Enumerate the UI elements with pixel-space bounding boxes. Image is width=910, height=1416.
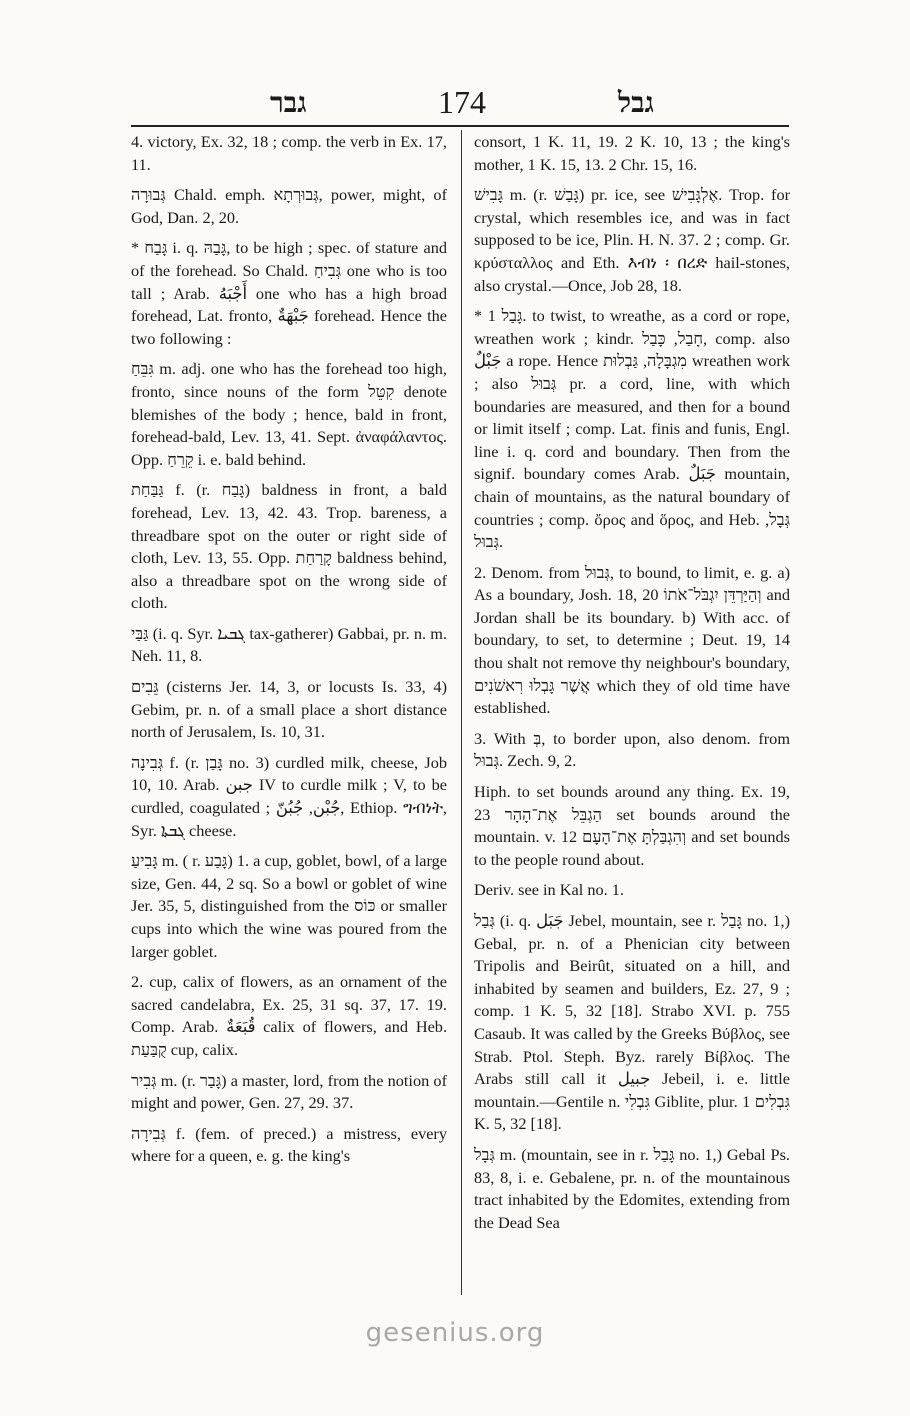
entry-paragraph: גַּבַּי (i. q. Syr. ܓܒܝܐ tax-gatherer) Gabbai, pr. n. m. Neh. 11, 8. <box>131 623 448 666</box>
running-head-right: גבל <box>618 88 654 119</box>
column-divider <box>461 130 462 1295</box>
entry-paragraph: גַּבַּחַת f. (r. גָּבַח) baldness in front, a bald forehead, Lev. 13, 42. 43. Trop. bareness, a threadbare spot on the outer or right side of cloth, Lev. 13, 55. Opp. קָרַחַת baldness behind, also a threadbare spot on the wrong side of cloth. <box>131 480 448 613</box>
entry-paragraph: גְּבִינָה f. (r. גָּבַן no. 3) curdled milk, cheese, Job 10, 10. Arab. جبن IV to curdle milk ; V, to be curdled, coagulated ; جُبْن, جُبُنّ, Ethiop. ግብነት, Syr. ܓܒܬܐ cheese. <box>131 752 448 840</box>
entry-paragraph: 4. victory, Ex. 32, 18 ; comp. the verb in Ex. 17, 11. <box>131 132 447 174</box>
entry-paragraph: גְּבָל m. (mountain, see in r. גָּבַל no. 1,) Gebal Ps. 83, 8, i. e. Gebalene, pr. n. of the mountainous tract inhabited by the Edomites, extending from the Dead Sea <box>474 1144 790 1232</box>
entry-paragraph: consort, 1 K. 11, 19. 2 K. 10, 13 ; the king's mother, 1 K. 15, 13. 2 Chr. 15, 16. <box>474 132 790 174</box>
entry-paragraph: 2. cup, calix of flowers, as an ornament of the sacred candelabra, Ex. 25, 31 sq. 37, 17. 19. Comp. Arab. قُبَعَةٌ calix of flowers, and Heb. קֻבַּעַת cup, calix. <box>131 972 448 1059</box>
entry-paragraph: 3. With בְּ, to border upon, also denom. from גְּבוּל. Zech. 9, 2. <box>474 728 790 771</box>
entry-paragraph: גָּבִישׁ m. (r. גָּבַשׁ) pr. ice, see אֶלְגָּבִישׁ. Trop. for crystal, which resembles ice, and was in fact supposed to be ice, Plin. H. N. 37. 2 ; comp. Gr. κρύσταλλος and Eth. እብነ ፡ በረድ hail-stones, also crystal.—Once, Job 28, 18. <box>474 185 791 295</box>
entry-paragraph: * גָּבַל 1. to twist, to wreathe, as a cord or rope, wreathen work ; kindr. חָבַל, כָּבַל, comp. also جَبْلٌ a rope. Hence מִגְבָּלָה, גַּבְלוּת wreathen work ; also גְּבוּל pr. a cord, line, with which boundaries are measured, and then for a bound or limit itself ; comp. Lat. finis and funis, Engl. line i. q. cord and boundary. Then from the signif. boundary comes Arab. جَبَلٌ mountain, chain of mountains, as the natural boundary of countries ; comp. ὄρος and ὅρος, and Heb. גְּבָל, גְּבוּל. <box>474 306 790 552</box>
entry-paragraph: 2. Denom. from גְּבוּל, to bound, to limit, e. g. a) As a boundary, Josh. 18, 20 וְהַיַּרְדֵּן יִגְבֹּל־אֹתוֹ and Jordan shall be its boundary. b) With acc. of boundary, to set, to determine ; Deut. 19, 14 thou shalt not remove thy neighbour's boundary, אֲשֶׁר גָּבְלוּ רִאשֹׁנִים which they of old time have established. <box>474 562 790 718</box>
entry-paragraph: גֵּבִים (cisterns Jer. 14, 3, or locusts Is. 33, 4) Gebim, pr. n. of a small place a short distance north of Jerusalem, Is. 10, 31. <box>131 677 447 742</box>
left-column <box>131 131 447 1176</box>
entry-paragraph: גְּבַל (i. q. جَبَل Jebel, mountain, see r. גָּבַל no. 1,) Gebal, pr. n. of a Phenician city between Tripolis and Beirût, situated on a hill, and inhabited by seamen and builders, Ez. 27, 9 ; comp. 1 K. 5, 32 [18]. Strabo XVI. p. 755 Casaub. It was called by the Greeks Βύβλος, see Strab. Ptol. Steph. Byz. rarely Βίβλος. The Arabs still call it جبيل Jebeil, i. e. little mountain.—Gentile n. גִּבְלִי Giblite, plur. גִּבְלִים 1 K. 5, 32 [18]. <box>474 911 791 1134</box>
running-head-left: גבר <box>270 88 307 119</box>
entry-paragraph: גָּבִיעַ m. ( r. גָּבַע) 1. a cup, goblet, bowl, of a large size, Gen. 44, 2 sq. So a bowl or goblet of wine Jer. 35, 5, distinguished from the כּוֹס or smaller cups into which the wine was poured from the larger goblet. <box>131 851 448 961</box>
header-rule <box>131 125 789 127</box>
entry-paragraph: גְּבִיר m. (r. גָּבַר) a master, lord, from the notion of might and power, Gen. 27, 29. 37. <box>131 1070 447 1113</box>
page-header <box>130 84 790 124</box>
entry-paragraph: גִּבֵּחַ m. adj. one who has the forehead too high, fronto, since nouns of the form קִטֵּל denote blemishes of the body ; hence, bald in front, forehead-bald, Lev. 13, 41. Sept. ἀναφάλαντος. Opp. קֵרֵחַ i. e. bald behind. <box>131 359 448 469</box>
entry-paragraph: Hiph. to set bounds around any thing. Ex. 19, 23 הַגְבֵּל אֶת־הָהָר set bounds around the mountain. v. 12 וְהִגְבַּלְתָּ אֶת־הָעָם and set bounds to the people round about. <box>474 782 790 869</box>
site-watermark: gesenius.org <box>365 1318 545 1348</box>
right-column <box>474 131 790 1242</box>
entry-paragraph: גְּבוּרָה Chald. emph. גְּבוּרְתָא, power, might, of God, Dan. 2, 20. <box>131 185 447 227</box>
entry-paragraph: Deriv. see in Kal no. 1. <box>474 880 624 900</box>
page-number: 174 <box>438 84 486 120</box>
entry-paragraph: * גָּבַח i. q. גָּבַהּ, to be high ; spec. of stature and of the forehead. So Chald. גְּבִיחַ one who is too tall ; Arab. أَجْبَهُ one who has a high broad forehead, Lat. fronto, جَبْهَةٌ forehead. Hence the two following : <box>131 238 447 348</box>
entry-paragraph: גְּבִירָה f. (fem. of preced.) a mistress, every where for a queen, e. g. the king's <box>131 1123 447 1166</box>
